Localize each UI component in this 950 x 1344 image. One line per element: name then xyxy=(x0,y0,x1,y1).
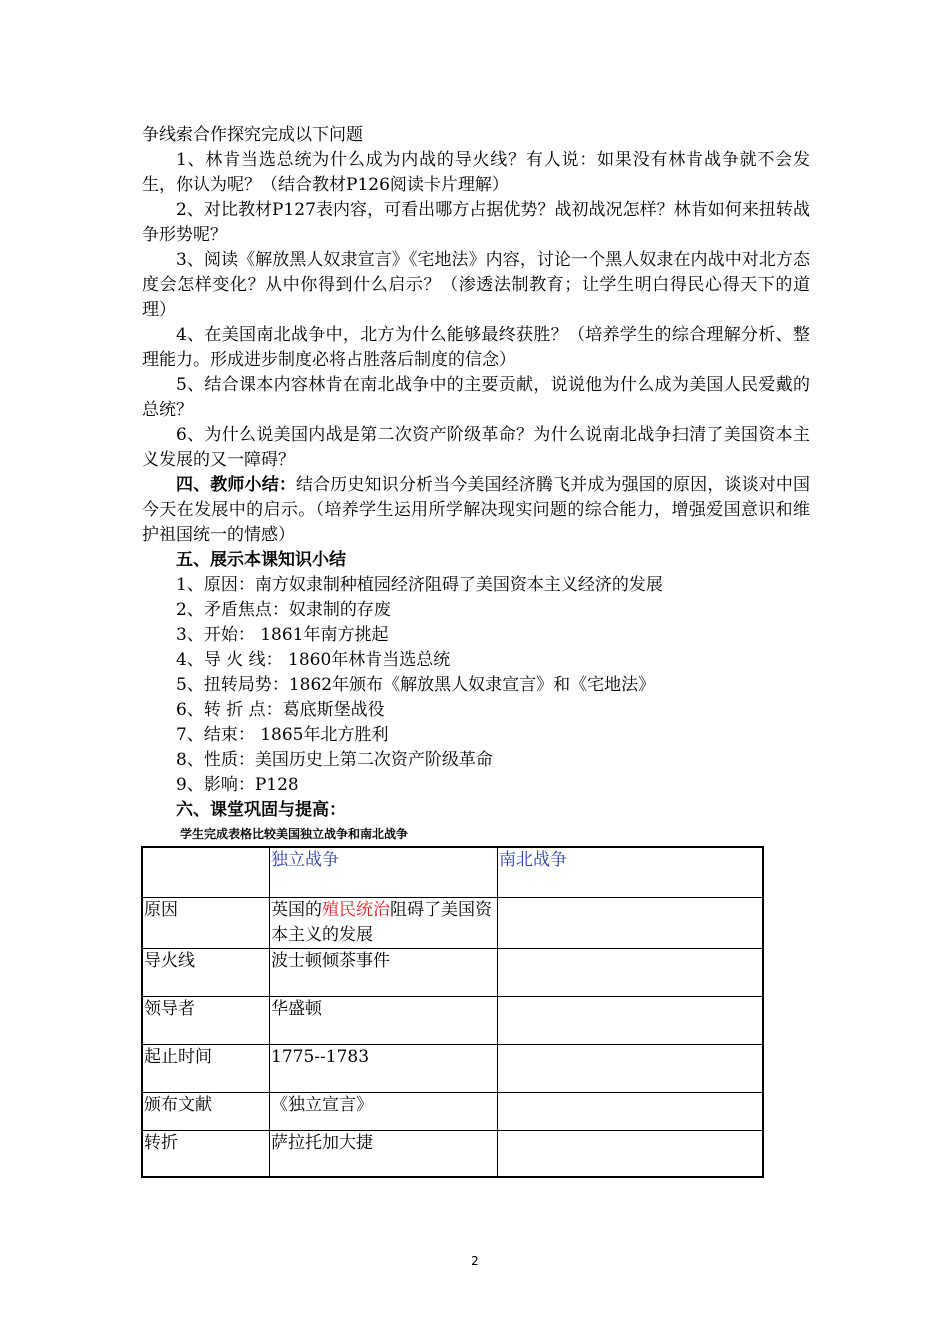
row-value: 华盛顿 xyxy=(270,996,498,1044)
question-4: 4、在美国南北战争中，北方为什么能够最终获胜？（培养学生的综合理解分析、整理能力。形成进步制度必将占胜落后制度的信念） xyxy=(142,325,810,370)
table-row xyxy=(142,897,763,948)
row-value-empty[interactable] xyxy=(498,897,764,948)
section-4-heading: 四、教师小结： xyxy=(176,475,296,495)
table-caption: 学生完成表格比较美国独立战争和南北战争 xyxy=(180,827,409,841)
summary-item: 7、结束： 1865年北方胜利 xyxy=(176,725,389,745)
table-row xyxy=(142,1044,763,1092)
header-cell-independence-war: 独立战争 xyxy=(270,847,498,897)
cause-post: 阻碍了美国资本主义的发展 xyxy=(271,899,492,945)
question-2: 2、对比教材P127表内容，可看出哪方占据优势？战初战况怎样？林肯如何来扭转战争形势呢？ xyxy=(142,200,810,245)
section-5-heading: 五、展示本课知识小结 xyxy=(176,550,346,570)
summary-item: 2、矛盾焦点：奴隶制的存废 xyxy=(176,600,391,620)
row-label: 导火线 xyxy=(142,948,270,996)
row-value xyxy=(270,897,498,948)
comparison-table xyxy=(141,846,764,1178)
cause-pre: 英国的 xyxy=(271,899,322,920)
row-label: 原因 xyxy=(142,897,270,948)
header-cell-empty xyxy=(142,847,270,897)
summary-item: 3、开始： 1861年南方挑起 xyxy=(176,625,389,645)
row-label: 颁布文献 xyxy=(142,1092,270,1130)
summary-item: 5、扭转局势：1862年颁布《解放黑人奴隶宣言》和《宅地法》 xyxy=(176,675,656,695)
header-cell-civil-war: 南北战争 xyxy=(498,847,764,897)
summary-item: 1、原因：南方奴隶制种植园经济阻碍了美国资本主义经济的发展 xyxy=(176,575,663,595)
table-row xyxy=(142,996,763,1044)
row-label: 转折 xyxy=(142,1130,270,1177)
row-label: 领导者 xyxy=(142,996,270,1044)
row-value-empty[interactable] xyxy=(498,1044,764,1092)
table-row xyxy=(142,1092,763,1130)
table-row xyxy=(142,948,763,996)
table-row xyxy=(142,1130,763,1177)
table-header-row xyxy=(142,847,763,897)
summary-item: 4、导 火 线： 1860年林肯当选总统 xyxy=(176,650,451,670)
row-label: 起止时间 xyxy=(142,1044,270,1092)
page-number: 2 xyxy=(471,1254,479,1268)
body-text xyxy=(142,123,810,823)
summary-item: 9、影响：P128 xyxy=(176,775,299,795)
question-6: 6、为什么说美国内战是第二次资产阶级革命？为什么说南北战争扫清了美国资本主义发展的又一障碍？ xyxy=(142,425,810,470)
row-value: 波士顿倾茶事件 xyxy=(270,948,498,996)
question-3: 3、阅读《解放黑人奴隶宣言》《宅地法》内容，讨论一个黑人奴隶在内战中对北方态度会怎样变化？从中你得到什么启示？（渗透法制教育；让学生明白得民心得天下的道理） xyxy=(142,250,810,320)
section-6-heading: 六、课堂巩固与提高： xyxy=(176,800,346,820)
question-1: 1、林肯当选总统为什么成为内战的导火线？有人说：如果没有林肯战争就不会发生，你认为呢？（结合教材P126阅读卡片理解） xyxy=(142,150,810,195)
row-value: 1775--1783 xyxy=(270,1044,498,1092)
row-value-empty[interactable] xyxy=(498,1130,764,1177)
cause-highlight: 殖民统治 xyxy=(322,899,390,920)
row-value-empty[interactable] xyxy=(498,996,764,1044)
summary-item: 8、性质：美国历史上第二次资产阶级革命 xyxy=(176,750,493,770)
row-value: 《独立宣言》 xyxy=(270,1092,498,1130)
row-value: 萨拉托加大捷 xyxy=(270,1130,498,1177)
row-value-empty[interactable] xyxy=(498,1092,764,1130)
intro-line: 争线索合作探究完成以下问题 xyxy=(142,125,363,145)
question-5: 5、结合课本内容林肯在南北战争中的主要贡献，说说他为什么成为美国人民爱戴的总统？ xyxy=(142,375,810,420)
section-4-text: 结合历史知识分析当今美国经济腾飞并成为强国的原因，谈谈对中国今天在发展中的启示。（培养学生运用所学解决现实问题的综合能力，增强爱国意识和维护祖国统一的情感） xyxy=(142,475,811,545)
teacher-summary-paragraph xyxy=(142,473,810,548)
summary-item: 6、转 折 点：葛底斯堡战役 xyxy=(176,700,385,720)
row-value-empty[interactable] xyxy=(498,948,764,996)
